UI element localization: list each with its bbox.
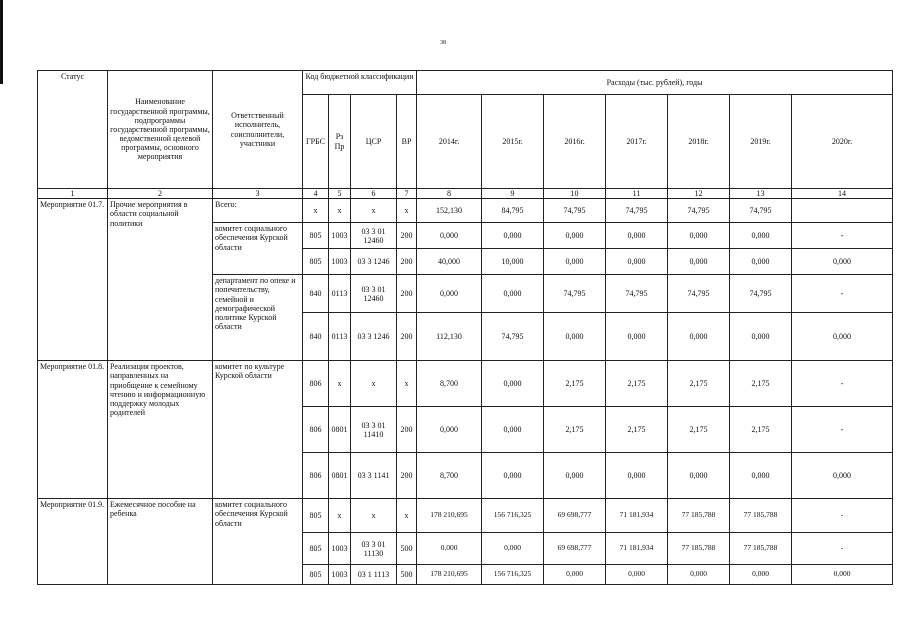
value-cell: - (792, 533, 893, 565)
csr-cell: 03 1 1113 (351, 565, 397, 585)
value-cell: 8,700 (417, 361, 482, 407)
value-cell: 0,000 (482, 407, 544, 453)
value-cell: 0,000 (482, 275, 544, 313)
grbs-cell: х (303, 199, 329, 223)
table-row (38, 361, 893, 407)
grbs-cell: 805 (303, 223, 329, 249)
value-cell: 0,000 (482, 533, 544, 565)
header-budget-code: Код бюджетной классификации (303, 71, 417, 95)
value-cell: 0,000 (544, 565, 606, 585)
value-cell: 77 185,788 (730, 533, 792, 565)
value-cell: 8,700 (417, 453, 482, 499)
value-cell: 0,000 (417, 407, 482, 453)
value-cell: 10,000 (482, 249, 544, 275)
rzpr-cell: 0113 (329, 275, 351, 313)
column-number: 8 (417, 189, 482, 199)
value-cell: 84,795 (482, 199, 544, 223)
vr-cell: 200 (397, 223, 417, 249)
header-year: 2020г. (792, 95, 893, 189)
value-cell: 74,795 (606, 275, 668, 313)
value-cell: 0,000 (606, 453, 668, 499)
responsible-cell: Всего: (213, 199, 303, 223)
column-number: 13 (730, 189, 792, 199)
column-number: 9 (482, 189, 544, 199)
value-cell: 0,000 (482, 361, 544, 407)
value-cell: 0,000 (792, 565, 893, 585)
value-cell: - (792, 407, 893, 453)
status-cell: Мероприятие 01.7. (38, 199, 108, 361)
csr-cell: х (351, 199, 397, 223)
value-cell: 156 716,325 (482, 565, 544, 585)
vr-cell: х (397, 361, 417, 407)
grbs-cell: 805 (303, 533, 329, 565)
column-number: 11 (606, 189, 668, 199)
value-cell (792, 199, 893, 223)
value-cell: 40,000 (417, 249, 482, 275)
budget-table (37, 70, 893, 585)
column-number: 12 (668, 189, 730, 199)
rzpr-cell: 1003 (329, 223, 351, 249)
column-numbers-row (38, 189, 893, 199)
column-number: 3 (213, 189, 303, 199)
header-name: Наименование государственной программы, подпрограммы государственной программы, ведомственной целевой программы, основного мероприятия (108, 71, 213, 189)
header-year: 2015г. (482, 95, 544, 189)
rzpr-cell: х (329, 199, 351, 223)
value-cell: 156 716,325 (482, 499, 544, 533)
grbs-cell: 840 (303, 313, 329, 361)
page-number: 38 (440, 40, 446, 46)
status-cell: Мероприятие 01.8. (38, 361, 108, 499)
value-cell: 0,000 (544, 453, 606, 499)
column-number: 6 (351, 189, 397, 199)
column-number: 10 (544, 189, 606, 199)
value-cell: - (792, 275, 893, 313)
name-cell: Прочие мероприятия в области социальной политики (108, 199, 213, 361)
grbs-cell: 840 (303, 275, 329, 313)
value-cell: 74,795 (668, 275, 730, 313)
responsible-cell: комитет социального обеспечения Курской области (213, 223, 303, 275)
vr-cell: 500 (397, 533, 417, 565)
value-cell: 2,175 (668, 361, 730, 407)
table-row (38, 199, 893, 223)
value-cell: 0,000 (482, 223, 544, 249)
value-cell: 74,795 (544, 275, 606, 313)
header-year: 2017г. (606, 95, 668, 189)
name-cell: Реализация проектов, направленных на приобщение к семейному чтению и информационную поддержку молодых родителей (108, 361, 213, 499)
value-cell: 0,000 (482, 453, 544, 499)
rzpr-cell: 0801 (329, 407, 351, 453)
header-rzpr: Рз Пр (329, 95, 351, 189)
value-cell: 0,000 (668, 313, 730, 361)
table-row (38, 499, 893, 533)
value-cell: 0,000 (417, 275, 482, 313)
header-year: 2019г. (730, 95, 792, 189)
value-cell: 0,000 (544, 313, 606, 361)
vr-cell: х (397, 199, 417, 223)
value-cell: 178 210,695 (417, 499, 482, 533)
value-cell: 74,795 (668, 199, 730, 223)
csr-cell: 03 3 01 12460 (351, 223, 397, 249)
value-cell: 77 185,788 (730, 499, 792, 533)
value-cell: 0,000 (730, 313, 792, 361)
rzpr-cell: 0113 (329, 313, 351, 361)
value-cell: 69 698,777 (544, 499, 606, 533)
value-cell: 74,795 (544, 199, 606, 223)
value-cell: 69 698,777 (544, 533, 606, 565)
value-cell: - (792, 499, 893, 533)
grbs-cell: 805 (303, 565, 329, 585)
header-responsible: Ответственный исполнитель, соисполнители, участники (213, 71, 303, 189)
status-cell: Мероприятие 01.9. (38, 499, 108, 585)
vr-cell: 200 (397, 249, 417, 275)
value-cell: 0,000 (668, 565, 730, 585)
header-grbs: ГРБС (303, 95, 329, 189)
vr-cell: 200 (397, 275, 417, 313)
rzpr-cell: 0801 (329, 453, 351, 499)
value-cell: 0,000 (606, 313, 668, 361)
csr-cell: 03 3 01 11130 (351, 533, 397, 565)
value-cell: 0,000 (544, 223, 606, 249)
value-cell: 0,000 (730, 565, 792, 585)
header-csr: ЦСР (351, 95, 397, 189)
rzpr-cell: 1003 (329, 249, 351, 275)
column-number: 1 (38, 189, 108, 199)
vr-cell: 200 (397, 313, 417, 361)
value-cell: 74,795 (606, 199, 668, 223)
name-cell: Ежемесячное пособие на ребенка (108, 499, 213, 585)
value-cell: 0,000 (417, 223, 482, 249)
responsible-cell: комитет по культуре Курской области (213, 361, 303, 499)
value-cell: 0,000 (544, 249, 606, 275)
rzpr-cell: х (329, 361, 351, 407)
grbs-cell: 805 (303, 499, 329, 533)
value-cell: 2,175 (606, 407, 668, 453)
vr-cell: 500 (397, 565, 417, 585)
value-cell: 0,000 (668, 249, 730, 275)
rzpr-cell: 1003 (329, 565, 351, 585)
value-cell: 77 185,788 (668, 499, 730, 533)
vr-cell: х (397, 499, 417, 533)
csr-cell: х (351, 499, 397, 533)
csr-cell: х (351, 361, 397, 407)
header-expenses: Расходы (тыс. рублей), годы (417, 71, 893, 95)
value-cell: 0,000 (730, 453, 792, 499)
grbs-cell: 806 (303, 407, 329, 453)
value-cell: 0,000 (730, 223, 792, 249)
header-year: 2018г. (668, 95, 730, 189)
value-cell: 74,795 (730, 199, 792, 223)
value-cell: 0,000 (417, 533, 482, 565)
column-number: 7 (397, 189, 417, 199)
value-cell: 0,000 (606, 249, 668, 275)
value-cell: 74,795 (482, 313, 544, 361)
value-cell: - (792, 361, 893, 407)
scan-edge-line (0, 0, 3, 84)
grbs-cell: 805 (303, 249, 329, 275)
header-year: 2016г. (544, 95, 606, 189)
value-cell: 71 181,934 (606, 533, 668, 565)
header-vr: ВР (397, 95, 417, 189)
value-cell: 0,000 (606, 223, 668, 249)
header-year: 2014г. (417, 95, 482, 189)
header-status: Статус (38, 71, 108, 189)
value-cell: 2,175 (544, 407, 606, 453)
value-cell: 178 210,695 (417, 565, 482, 585)
value-cell: 77 185,788 (668, 533, 730, 565)
value-cell: 0,000 (792, 249, 893, 275)
responsible-cell: комитет социального обеспечения Курской области (213, 499, 303, 585)
value-cell: 112,130 (417, 313, 482, 361)
value-cell: 0,000 (792, 313, 893, 361)
csr-cell: 03 3 01 11410 (351, 407, 397, 453)
value-cell: 2,175 (730, 407, 792, 453)
csr-cell: 03 3 01 12460 (351, 275, 397, 313)
vr-cell: 200 (397, 407, 417, 453)
value-cell: 2,175 (668, 407, 730, 453)
column-number: 14 (792, 189, 893, 199)
grbs-cell: 806 (303, 361, 329, 407)
csr-cell: 03 3 1246 (351, 313, 397, 361)
value-cell: - (792, 223, 893, 249)
rzpr-cell: 1003 (329, 533, 351, 565)
column-number: 5 (329, 189, 351, 199)
value-cell: 0,000 (730, 249, 792, 275)
grbs-cell: 806 (303, 453, 329, 499)
rzpr-cell: х (329, 499, 351, 533)
value-cell: 0,000 (792, 453, 893, 499)
value-cell: 0,000 (668, 223, 730, 249)
value-cell: 0,000 (668, 453, 730, 499)
vr-cell: 200 (397, 453, 417, 499)
value-cell: 74,795 (730, 275, 792, 313)
value-cell: 152,130 (417, 199, 482, 223)
responsible-cell: департамент по опеке и попечительству, семейной и демографической политике Курской области (213, 275, 303, 361)
value-cell: 2,175 (544, 361, 606, 407)
value-cell: 2,175 (606, 361, 668, 407)
csr-cell: 03 3 1246 (351, 249, 397, 275)
value-cell: 0,000 (606, 565, 668, 585)
value-cell: 2,175 (730, 361, 792, 407)
csr-cell: 03 3 1141 (351, 453, 397, 499)
value-cell: 71 181,934 (606, 499, 668, 533)
column-number: 4 (303, 189, 329, 199)
column-number: 2 (108, 189, 213, 199)
